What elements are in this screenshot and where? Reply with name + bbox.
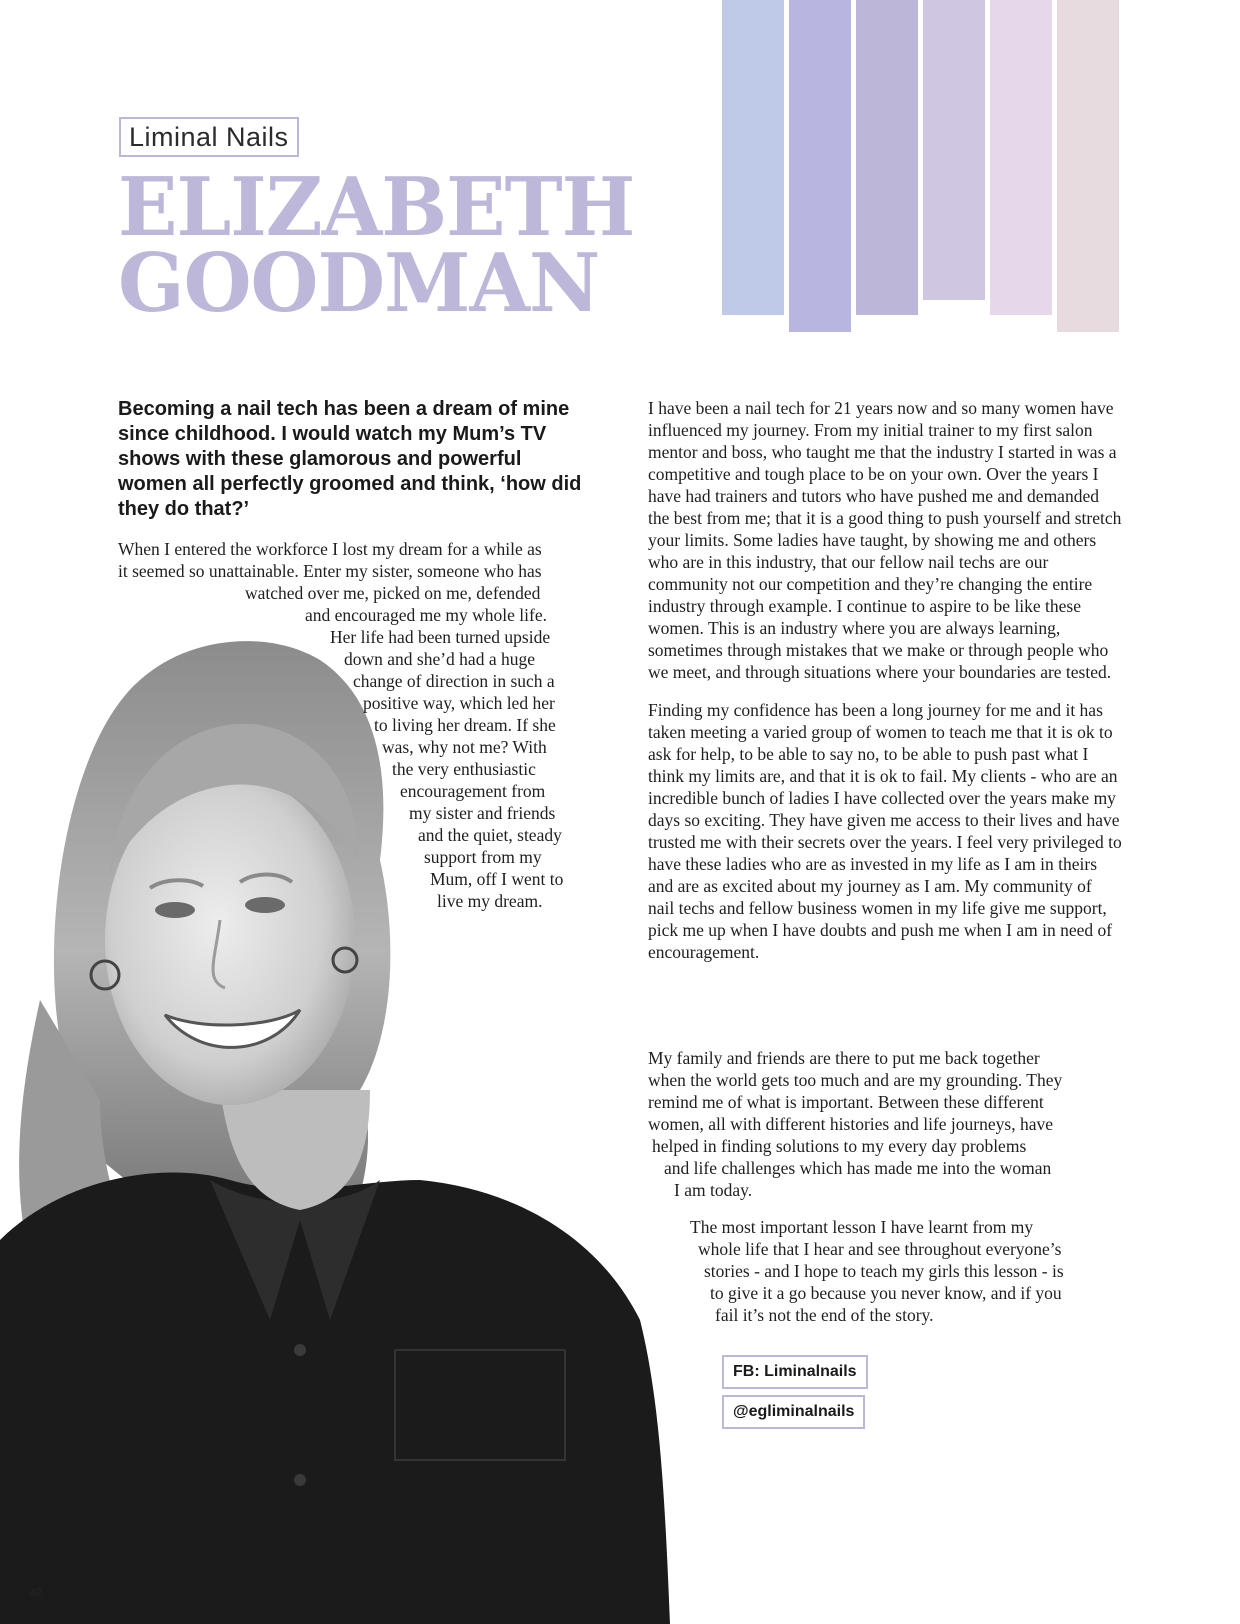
intro-line: the very enthusiastic <box>392 759 536 779</box>
intro-line: to living her dream. If she <box>374 715 556 735</box>
body-paragraph-2: Finding my confidence has been a long journey for me and it has taken meeting a varied group of women to teach me that it is ok to ask for help, to be able to say no, to be able to push past what I think my limits are, and that it is ok to fail. My clients - who are an incredible bunch of ladies I have collected over the years make my days so exciting. They have given me access to their lives and have trusted me with their secrets over the years. I feel very privileged to have these ladies who are as invested in my life as I am in theirs and are as excited about my journey as I am. My community of nail techs and fellow business women in my life give me support, pick me up when I have doubts and push me when I am in need of encouragement. <box>648 700 1122 962</box>
intro-line: encouragement from <box>400 781 546 801</box>
color-stripe-1 <box>722 0 784 315</box>
body-paragraph-1: I have been a nail tech for 21 years now and so many women have influenced my journey. From my initial trainer to my first salon mentor and boss, who taught me that the industry I started in was a competitive and tough place to be on your own. Over the years I have had trainers and tutors who have pushed me and demanded the best from me; that it is a good thing to push yourself and stretch your limits. Some ladies have taught, by showing me and others who are in this industry, that our fellow nail techs are our community not our competition and they’re changing the entire industry through example. I continue to aspire to be like these women. This is an industry where you are always learning, sometimes through mistakes that we make or through people who we meet, and through situations where your boundaries are tested. <box>648 398 1122 682</box>
body-line: The most important lesson I have learnt from my <box>690 1217 1034 1237</box>
name-line-1: ELIZABETH <box>118 160 635 255</box>
intro-line: Her life had been turned upside <box>330 627 551 647</box>
body-line: to give it a go because you never know, and if you <box>710 1283 1062 1303</box>
page-number: 42 <box>30 1587 43 1599</box>
facebook-handle[interactable]: FB: Liminalnails <box>722 1355 868 1389</box>
intro-line: change of direction in such a <box>353 671 555 691</box>
color-stripe-5 <box>990 0 1052 315</box>
intro-line: watched over me, picked on me, defended <box>245 583 541 603</box>
body-line: and life challenges which has made me into the woman <box>664 1158 1052 1178</box>
intro-line: Mum, off I went to <box>430 869 564 889</box>
intro-line: down and she’d had a huge <box>344 649 535 669</box>
intro-line: and encouraged me my whole life. <box>305 605 547 625</box>
intro-line: was, why not me? With <box>382 737 547 757</box>
color-stripe-6 <box>1057 0 1119 332</box>
body-line: stories - and I hope to teach my girls this lesson - is <box>704 1261 1064 1281</box>
body-line: My family and friends are there to put me back together <box>648 1048 1040 1068</box>
color-stripe-2 <box>789 0 851 332</box>
intro-line: my sister and friends <box>409 803 556 823</box>
feature-name-title <box>118 160 635 331</box>
business-name-tag: Liminal Nails <box>119 117 299 157</box>
intro-line: and the quiet, steady <box>418 825 562 845</box>
intro-line: live my dream. <box>437 891 543 911</box>
intro-line: positive way, which led her <box>363 693 555 713</box>
body-line: women, all with different histories and life journeys, have <box>648 1114 1053 1134</box>
lead-paragraph: Becoming a nail tech has been a dream of mine since childhood. I would watch my Mum’s TV shows with these glamorous and powerful women all perfectly groomed and think, ‘how did they do that?’ <box>118 398 582 520</box>
body-line: fail it’s not the end of the story. <box>715 1305 934 1325</box>
body-column <box>648 397 1122 979</box>
intro-line: it seemed so unattainable. Enter my sister, someone who has <box>118 561 542 581</box>
instagram-handle[interactable]: @egliminalnails <box>722 1395 865 1429</box>
body-line: remind me of what is important. Between these different <box>648 1092 1044 1112</box>
name-line-2: GOODMAN <box>118 236 600 331</box>
body-line: I am today. <box>674 1180 753 1200</box>
portrait-photo <box>0 620 680 1624</box>
body-line: when the world gets too much and are my grounding. They <box>648 1070 1063 1090</box>
color-stripe-3 <box>856 0 918 315</box>
color-stripe-4 <box>923 0 985 300</box>
intro-line: When I entered the workforce I lost my dream for a while as <box>118 539 542 559</box>
body-line: helped in finding solutions to my every day problems <box>652 1136 1027 1156</box>
body-line: whole life that I hear and see throughout everyone’s <box>698 1239 1062 1259</box>
intro-line: support from my <box>424 847 542 867</box>
